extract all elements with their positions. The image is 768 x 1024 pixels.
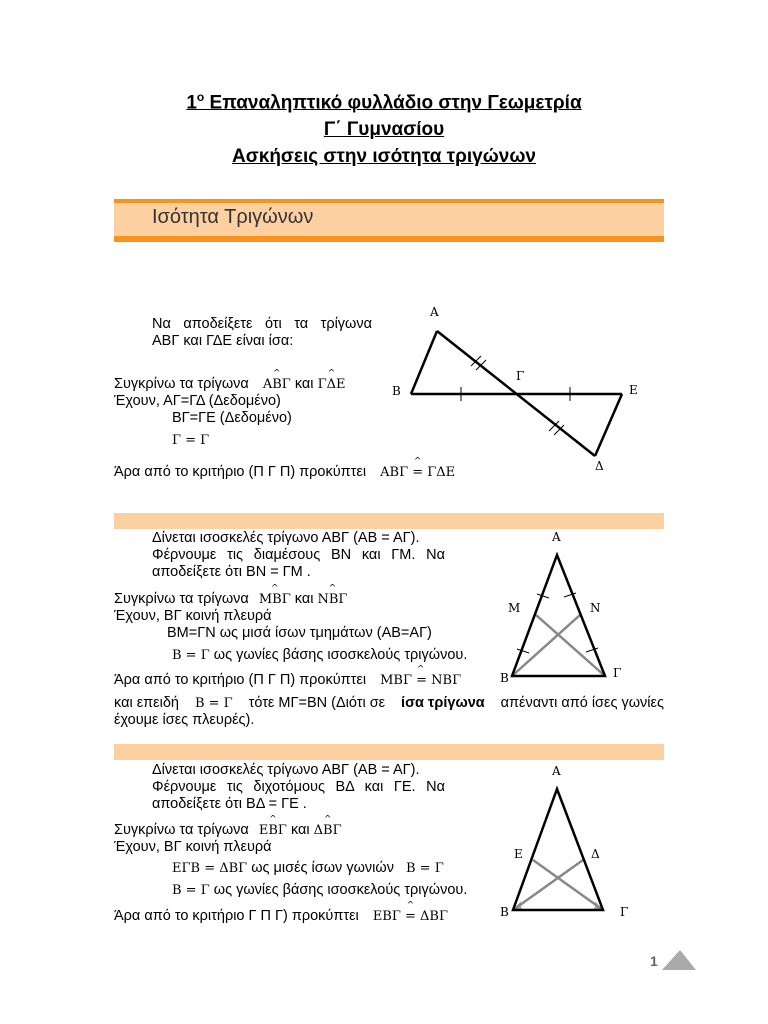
ex1-given-2: ΒΓ=ΓΕ (Δεδομένο) <box>172 410 292 426</box>
doc-title-line3: Ασκήσεις στην ισότητα τριγώνων <box>232 146 536 167</box>
compare-text: Συγκρίνω τα τρίγωνα <box>114 591 249 607</box>
label-A: Α <box>430 305 439 319</box>
conclusion-equation: ^ ΕΒΓ = ΔΒΓ <box>373 908 448 925</box>
ex2-final-line1 <box>114 695 664 712</box>
figure-1-bowtie <box>380 300 660 480</box>
label-B: Β <box>500 671 509 685</box>
ex1-statement-line2: ΑΒΓ και ΓΔΕ είναι ίσα: <box>152 333 294 349</box>
title-rest: Επαναληπτικό φυλλάδιο στην Γεωμετρία <box>204 92 582 114</box>
ex2-given-2: ΒΜ=ΓΝ ως μισά ίσων τμημάτων (ΑΒ=ΑΓ) <box>167 625 432 641</box>
label-G: Γ <box>516 369 525 383</box>
page-corner-arrow-icon <box>662 948 698 972</box>
angle-reason: ως γωνίες βάσης ισοσκελούς τριγώνου. <box>213 882 468 898</box>
angle-reason: ως γωνίες βάσης ισοσκελούς τριγώνου. <box>213 647 468 663</box>
label-B: Β <box>392 384 401 398</box>
ex3-angle-line <box>172 882 467 899</box>
final-b: τότε ΜΓ=ΒΝ (Διότι σε <box>248 695 386 711</box>
compare-text: Συγκρίνω τα τρίγωνα <box>114 822 249 838</box>
and-word: και <box>294 376 314 392</box>
label-D: Δ <box>595 459 604 473</box>
triangle-1: ^ ΕΒΓ <box>259 822 287 839</box>
angle-equality: Β = Γ <box>172 648 210 663</box>
page-number: 1 <box>650 953 658 969</box>
title-number: 1 <box>186 92 197 114</box>
label-E: Ε <box>514 847 523 861</box>
ex3-given-1: Έχουν, ΒΓ κοινή πλευρά <box>114 839 272 855</box>
final-bold-phrase: ίσα τρίγωνα <box>401 695 485 711</box>
ex3-line3: αποδείξετε ότι ΒΔ = ΓΕ . <box>152 796 307 812</box>
and-word: και <box>290 822 310 838</box>
ex2-compare <box>114 591 347 608</box>
ex2-line3: αποδείξετε ότι ΒΝ = ΓΜ . <box>152 564 311 580</box>
triangle-1: ^ ΜΒΓ <box>259 591 291 608</box>
conclusion-text: Άρα από το κριτήριο Γ Π Γ) προκύπτει <box>114 908 359 924</box>
angles-reason: ως μισές ίσων γωνιών <box>251 860 394 876</box>
ex3-line2: Φέρνουμε τις διχοτόμους ΒΔ και ΓΕ. Να <box>152 779 445 795</box>
ex1-angle-equality: Γ = Γ <box>172 433 210 448</box>
label-A: Α <box>552 530 561 544</box>
ex2-line1: Δίνεται ισοσκελές τρίγωνο ΑΒΓ (ΑΒ = ΑΓ). <box>152 530 420 546</box>
conclusion-equation: ^ ΜΒΓ = ΝΒΓ <box>380 672 461 689</box>
label-M: Μ <box>508 601 521 615</box>
label-D: Δ <box>591 847 600 861</box>
triangle-2: ^ ΝΒΓ <box>317 591 347 608</box>
ex3-conclusion <box>114 908 448 925</box>
ex2-conclusion <box>114 672 461 689</box>
ex2-line2: Φέρνουμε τις διαμέσους ΒΝ και ΓΜ. Να <box>152 547 445 563</box>
figure-3-isosceles-bisectors <box>495 770 635 920</box>
ex2-given-1: Έχουν, ΒΓ κοινή πλευρά <box>114 608 272 624</box>
ex3-line1: Δίνεται ισοσκελές τρίγωνο ΑΒΓ (ΑΒ = ΑΓ). <box>152 762 420 778</box>
label-N: Ν <box>590 601 601 615</box>
final-a: και επειδή <box>114 695 179 711</box>
section-bar-3 <box>114 744 664 760</box>
final-c: απέναντι από ίσες γωνίες <box>500 695 664 711</box>
final-equation: Β = Γ <box>194 696 233 711</box>
ex3-angles-line <box>172 860 444 877</box>
triangle-2: ^ ΓΔΕ <box>318 376 346 393</box>
angles-equality: ΕΓΒ = ΔΒΓ <box>172 861 248 876</box>
ex1-statement-line1: Να αποδείξετε ότι τα τρίγωνα <box>152 316 372 332</box>
label-G: Γ <box>620 905 629 919</box>
label-A: Α <box>552 764 561 778</box>
doc-title-line1 <box>0 90 768 114</box>
section-bar-2 <box>114 513 664 529</box>
triangle-ABG <box>512 555 605 676</box>
and-word: και <box>294 591 314 607</box>
label-E: Ε <box>629 383 638 397</box>
ex1-given-1: Έχουν, ΑΓ=ΓΔ (Δεδομένο) <box>114 393 281 409</box>
triangle-1: ^ ΑΒΓ <box>263 376 291 393</box>
conclusion-equation: ^ ΑΒΓ = ΓΔΕ <box>380 464 455 481</box>
triangle-ABG <box>513 789 603 910</box>
conclusion-text: Άρα από το κριτήριο (Π Γ Π) προκύπτει <box>114 464 367 480</box>
edge-ED <box>595 394 622 456</box>
label-G: Γ <box>613 666 622 680</box>
ex2-final-line2: έχουμε ίσες πλευρές). <box>114 712 255 728</box>
ex1-compare <box>114 376 345 393</box>
angles-equality-2: Β = Γ <box>405 861 444 876</box>
conclusion-text: Άρα από το κριτήριο (Π Γ Π) προκύπτει <box>114 672 367 688</box>
angle-equality: Β = Γ <box>172 883 210 898</box>
label-B: Β <box>500 905 509 919</box>
section-title: Ισότητα Τριγώνων <box>152 206 314 228</box>
banner-bottom-stripe <box>114 236 664 242</box>
doc-title-line2: Γ΄ Γυμνασίου <box>323 119 445 140</box>
title-superscript: ο <box>196 90 205 104</box>
triangle-2: ^ ΔΒΓ <box>314 822 342 839</box>
edge-AB <box>411 331 437 394</box>
ex3-compare <box>114 822 342 839</box>
bisector-BD <box>513 860 583 910</box>
compare-text: Συγκρίνω τα τρίγωνα <box>114 376 249 392</box>
